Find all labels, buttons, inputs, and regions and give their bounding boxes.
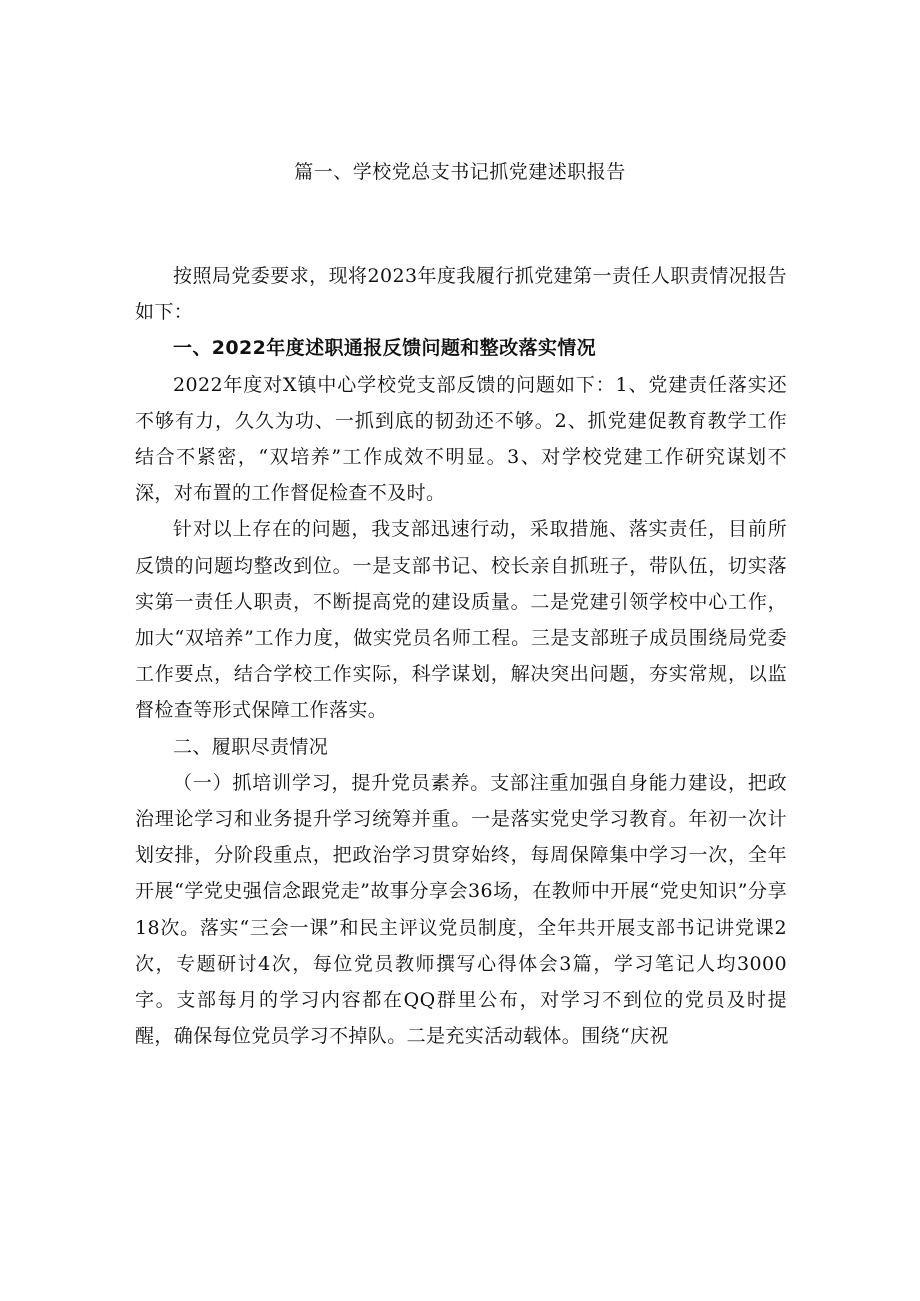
document-body <box>135 258 787 1054</box>
feedback-paragraph: 2022年度对X镇中心学校党支部反馈的问题如下：1、党建责任落实还不够有力，久久为功、一抓到底的韧劲还不够。2、抓党建促教育教学工作结合不紧密，“双培养”工作成效不明显。3、对学校党建工作研究谋划不深，对布置的工作督促检查不及时。 <box>135 373 787 505</box>
document-title: 篇一、学校党总支书记抓党建述职报告 <box>294 161 626 183</box>
training-paragraph: （一）抓培训学习，提升党员素养。支部注重加强自身能力建设，把政治理论学习和业务提升学习统筹并重。一是落实党史学习教育。年初一次计划安排，分阶段重点，把政治学习贯穿始终，每周保障集中学习一次，全年开展“学党史强信念跟党走”故事分享会36场，在教师中开展“党史知识”分享18次。落实“三会一课”和民主评议党员制度，全年共开展支部书记讲党课2次，专题研讨4次，每位党员教师撰写心得体会3篇，学习笔记人均3000字。支部每月的学习内容都在QQ群里公布，对学习不到位的党员及时提醒，确保每位党员学习不掉队。二是充实活动载体。围绕“庆祝 <box>135 771 787 1048</box>
rectification-paragraph: 针对以上存在的问题，我支部迅速行动，采取措施、落实责任，目前所反馈的问题均整改到位。一是支部书记、校长亲自抓班子，带队伍，切实落实第一责任人职责，不断提高党的建设质量。二是党建引领学校中心工作，加大“双培养”工作力度，做实党员名师工程。三是支部班子成员围绕局党委工作要点，结合学校工作实际，科学谋划，解决突出问题，夯实常规，以监督检查等形式保障工作落实。 <box>135 518 787 722</box>
section-heading-2: 二、履职尽责情况 <box>173 735 329 758</box>
intro-paragraph: 按照局党委要求，现将2023年度我履行抓党建第一责任人职责情况报告如下： <box>135 265 787 324</box>
section-heading-1: 一、2022年度述职通报反馈问题和整改落实情况 <box>173 337 597 360</box>
